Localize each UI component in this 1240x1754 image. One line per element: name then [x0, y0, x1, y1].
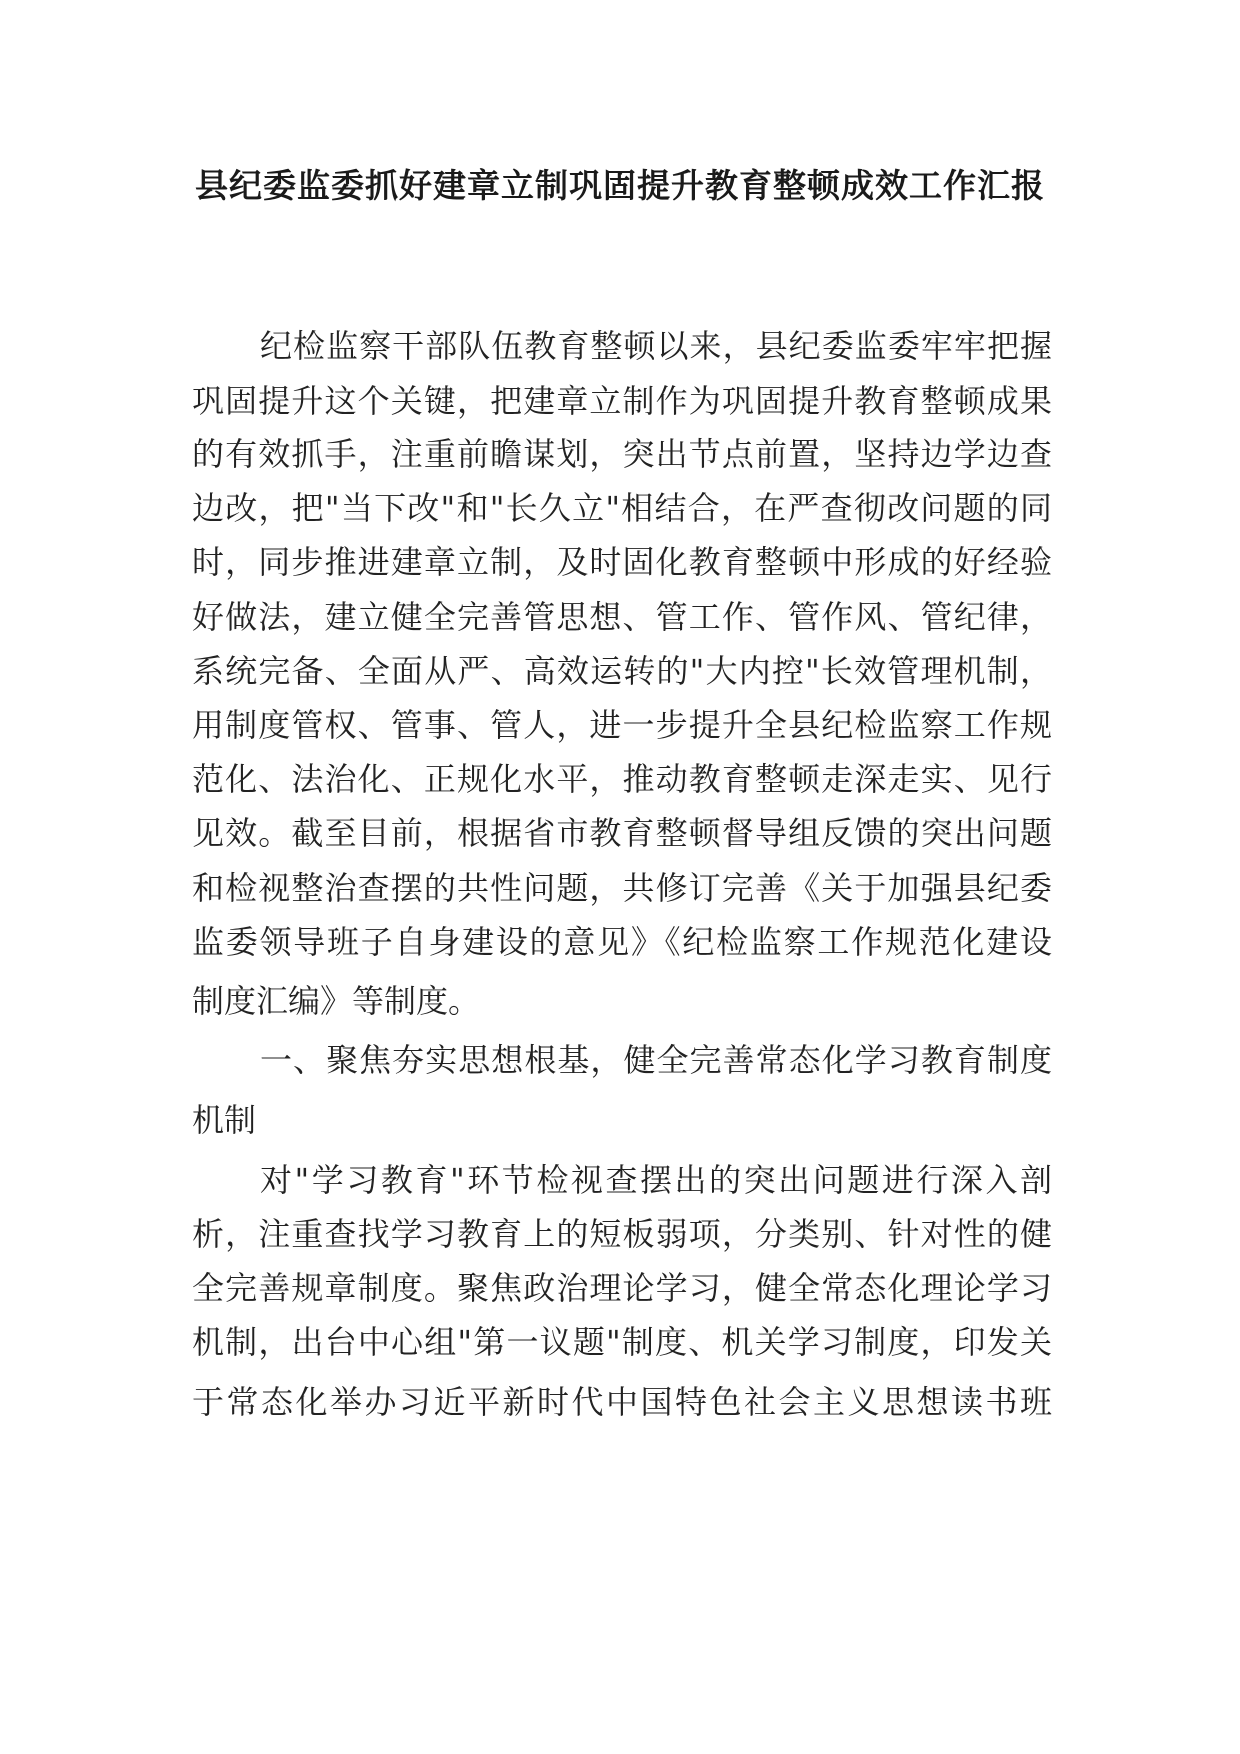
paragraph-1-line-13: 制度汇编》等制度。 [192, 982, 481, 1020]
paragraph-2-line-1: 对"学习教育"环节检视查摆出的突出问题进行深入剖 [260, 1161, 1052, 1199]
paragraph-1-line-11: 和检视整治查摆的共性问题，共修订完善《关于加强县纪委 [192, 869, 1052, 907]
paragraph-1-line-9: 范化、法治化、正规化水平，推动教育整顿走深走实、见行 [192, 760, 1052, 798]
paragraph-1-line-10: 见效。截至目前，根据省市教育整顿督导组反馈的突出问题 [192, 814, 1052, 852]
paragraph-2-line-2: 析，注重查找学习教育上的短板弱项，分类别、针对性的健 [192, 1215, 1052, 1253]
paragraph-2-line-5: 于常态化举办习近平新时代中国特色社会主义思想读书班 [192, 1383, 1052, 1421]
paragraph-1-line-4: 边改，把"当下改"和"长久立"相结合，在严查彻改问题的同 [192, 489, 1052, 527]
paragraph-1-line-2: 巩固提升这个关键，把建章立制作为巩固提升教育整顿成果 [192, 382, 1052, 420]
paragraph-2-line-3: 全完善规章制度。聚焦政治理论学习，健全常态化理论学习 [192, 1269, 1052, 1307]
section-heading-1-line-1: 一、聚焦夯实思想根基，健全完善常态化学习教育制度 [260, 1041, 1052, 1079]
paragraph-1-line-5: 时，同步推进建章立制，及时固化教育整顿中形成的好经验 [192, 543, 1052, 581]
document-title: 县纪委监委抓好建章立制巩固提升教育整顿成效工作汇报 [195, 166, 1045, 205]
paragraph-1-line-3: 的有效抓手，注重前瞻谋划，突出节点前置，坚持边学边查 [192, 435, 1052, 473]
section-heading-1-line-2: 机制 [192, 1101, 257, 1139]
paragraph-1-line-12: 监委领导班子自身建设的意见》《纪检监察工作规范化建设 [192, 923, 1052, 961]
paragraph-1-line-7: 系统完备、全面从严、高效运转的"大内控"长效管理机制， [192, 652, 1052, 690]
paragraph-1-line-1: 纪检监察干部队伍教育整顿以来，县纪委监委牢牢把握 [260, 327, 1052, 365]
paragraph-1-line-6: 好做法，建立健全完善管思想、管工作、管作风、管纪律， [192, 598, 1052, 636]
paragraph-2-line-4: 机制，出台中心组"第一议题"制度、机关学习制度，印发关 [192, 1323, 1052, 1361]
paragraph-1-line-8: 用制度管权、管事、管人，进一步提升全县纪检监察工作规 [192, 706, 1052, 744]
